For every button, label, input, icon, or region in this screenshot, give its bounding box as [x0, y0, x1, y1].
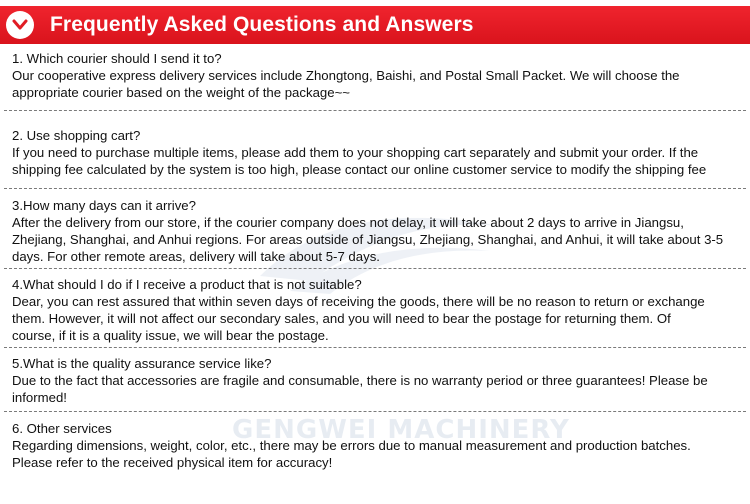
faq-answer-line: them. However, it will not affect our secondary sales, and you will need to bear the postage for returning them. Of: [12, 311, 671, 326]
faq-item: [0, 197, 750, 265]
faq-question: 6. Other services: [12, 421, 112, 436]
watermark-text: GENGWEI MACHINERY: [232, 415, 570, 445]
faq-item: [0, 420, 750, 471]
faq-answer-line: informed!: [12, 390, 67, 405]
faq-answer-line: Please refer to the received physical item for accuracy!: [12, 455, 333, 470]
chevron-down-icon: [6, 11, 34, 39]
divider: [4, 188, 746, 189]
faq-answer-line: Our cooperative express delivery services include Zhongtong, Baishi, and Postal Small Packet. We will choose the: [12, 68, 680, 83]
faq-answer-line: shipping fee calculated by the system is too high, please contact our online customer service to modify the shipping fee: [12, 162, 707, 177]
faq-answer-line: Due to the fact that accessories are fragile and consumable, there is no warranty period or three guarantees! Please be: [12, 373, 708, 388]
divider: [4, 347, 746, 348]
divider: [4, 268, 746, 269]
faq-item: [0, 127, 750, 178]
faq-answer-line: Zhejiang, Shanghai, and Anhui regions. For areas outside of Jiangsu, Zhejiang, Shanghai, and Anhui, it will take about 3-5: [12, 232, 724, 247]
faq-answer-line: Regarding dimensions, weight, color, etc., there may be errors due to manual measurement and production batches.: [12, 438, 691, 453]
divider: [4, 411, 746, 412]
faq-answer-line: days. For other remote areas, delivery will take about 5-7 days.: [12, 249, 380, 264]
faq-item: [0, 276, 750, 344]
page-title: Frequently Asked Questions and Answers: [50, 13, 474, 36]
faq-question: 5.What is the quality assurance service like?: [12, 356, 272, 371]
faq-answer-line: course, if it is a quality issue, we will bear the postage.: [12, 328, 329, 343]
faq-answer-line: If you need to purchase multiple items, please add them to your shopping cart separately and submit your order. If the: [12, 145, 699, 160]
faq-answer-line: appropriate courier based on the weight of the package~~: [12, 85, 350, 100]
faq-item: [0, 355, 750, 406]
faq-answer-line: Dear, you can rest assured that within seven days of receiving the goods, there will be no reason to return or exchange: [12, 294, 705, 309]
faq-item: [0, 50, 750, 101]
divider: [4, 110, 746, 111]
faq-question: 1. Which courier should I send it to?: [12, 51, 222, 66]
faq-answer-line: After the delivery from our store, if the courier company does not delay, it will take about 2 days to arrive in Jiangsu,: [12, 215, 684, 230]
faq-question: 3.How many days can it arrive?: [12, 198, 196, 213]
faq-question: 2. Use shopping cart?: [12, 128, 141, 143]
faq-question: 4.What should I do if I receive a product that is not suitable?: [12, 277, 362, 292]
faq-header: [0, 6, 750, 44]
